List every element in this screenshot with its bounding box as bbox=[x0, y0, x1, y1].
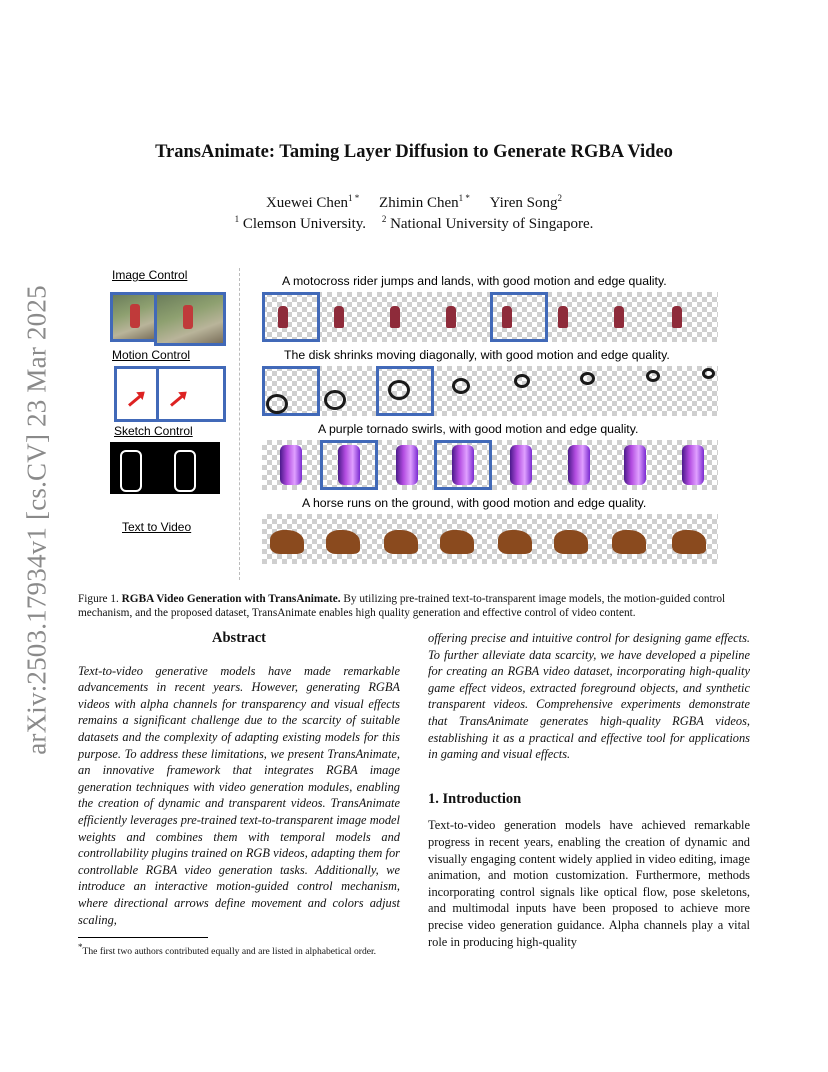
footnote-text: The first two authors contributed equally and are listed in alphabetical order. bbox=[82, 946, 377, 958]
horse-object bbox=[498, 530, 532, 554]
abstract-text-left: Text-to-video generative models have made remarkable advancements in recent years. However, generating RGBA videos with alpha channels for transparency and visual effects remains a significant challenge due to the scarcity of suitable datasets and the complexity of adapting existing models for this purpose. To address these limitations, we present TransAnimate, an innovative framework that integrates RGBA image generation techniques with video generation modules, enabling the creation of dynamic and transparent videos. TransAnimate efficiently leverages pre-trained text-to-transparent image model weights and combines them with temporal models and controllability plugins trained on RGB videos, adapting them for controllable RGBA video generation tasks. Additionally, we introduce an interactive motion-guided control mechanism, where directional arrows define movement and colors adjust scaling, bbox=[78, 663, 400, 927]
sketch-control-label: Sketch Control bbox=[114, 424, 193, 438]
disk-object bbox=[452, 378, 470, 394]
rider-object bbox=[334, 306, 344, 328]
tornado-object bbox=[338, 445, 360, 485]
rider-object bbox=[672, 306, 682, 328]
image-control-thumb bbox=[110, 292, 158, 342]
text-to-video-label: Text to Video bbox=[122, 520, 192, 534]
prompt-rider: A motocross rider jumps and lands, with good motion and edge quality. bbox=[282, 274, 667, 288]
disk-object bbox=[646, 370, 660, 382]
frame-strip-tornado bbox=[262, 440, 718, 490]
author: Yiren Song$^2$ bbox=[489, 193, 563, 211]
disk-object bbox=[388, 380, 410, 400]
image-control-label: Image Control bbox=[112, 268, 188, 282]
rider-object bbox=[390, 306, 400, 328]
figure-caption-text: By utilizing pre-trained text-to-transparent image models, the motion-guided control mechanism, and the proposed dataset, TransAnimate enables high quality generation and effective control of video content. bbox=[78, 593, 726, 619]
figure-caption bbox=[78, 592, 748, 620]
tornado-object bbox=[624, 445, 646, 485]
motion-arrow-thumb bbox=[114, 366, 160, 422]
horse-object bbox=[384, 530, 418, 554]
rider-figure bbox=[130, 304, 140, 328]
prompt-disk: The disk shrinks moving diagonally, with good motion and edge quality. bbox=[284, 348, 670, 362]
tornado-object bbox=[682, 445, 704, 485]
keyframe-box bbox=[262, 292, 320, 342]
tornado-object bbox=[396, 445, 418, 485]
sketch-outline bbox=[120, 450, 142, 492]
author: Xuewei Chen$^{1 *}$ bbox=[265, 193, 360, 211]
affiliation-list bbox=[0, 214, 828, 233]
abstract-heading: Abstract bbox=[212, 630, 266, 646]
rider-object bbox=[278, 306, 288, 328]
frame-strip-rider bbox=[262, 292, 718, 342]
disk-object bbox=[514, 374, 530, 388]
affiliation: $^2$ National University of Singapore. bbox=[381, 214, 594, 232]
sketch-thumb bbox=[158, 442, 220, 494]
prompt-tornado: A purple tornado swirls, with good motion and edge quality. bbox=[318, 422, 639, 436]
sketch-outline bbox=[174, 450, 196, 492]
footnote-mark: * bbox=[78, 942, 83, 952]
tornado-object bbox=[452, 445, 474, 485]
tornado-object bbox=[568, 445, 590, 485]
author-list bbox=[0, 193, 828, 212]
footnote-rule bbox=[78, 937, 208, 938]
figure-1 bbox=[100, 262, 728, 580]
rider-object bbox=[558, 306, 568, 328]
motion-control-label: Motion Control bbox=[112, 348, 191, 362]
horse-object bbox=[612, 530, 646, 554]
horse-object bbox=[554, 530, 588, 554]
author: Zhimin Chen$^{1 *}$ bbox=[379, 193, 470, 211]
arrow-icon bbox=[170, 393, 186, 407]
image-control-thumb bbox=[154, 292, 226, 346]
arxiv-stamp-text: arXiv:2503.17934v1 [cs.CV] 23 Mar 2025 bbox=[21, 285, 52, 755]
arxiv-stamp bbox=[14, 280, 60, 760]
figure-caption-label: Figure 1. bbox=[78, 593, 119, 605]
prompt-horse: A horse runs on the ground, with good motion and edge quality. bbox=[302, 496, 647, 510]
abstract-text-right: offering precise and intuitive control for designing game effects. To further alleviate data scarcity, we have developed a pipeline for creating an RGBA video dataset, incorporating high-quality game effect videos, extracted foreground objects, and synthetic transparent videos. Comprehensive experiments demonstrate that TransAnimate generates high-quality RGBA videos, establishing it as a practical and effective tool for applications in gaming and visual effects. bbox=[428, 631, 750, 762]
tornado-object bbox=[280, 445, 302, 485]
horse-object bbox=[326, 530, 360, 554]
rider-figure bbox=[183, 305, 193, 329]
right-column bbox=[428, 630, 750, 950]
frame-strip-disk bbox=[262, 366, 718, 416]
disk-object bbox=[324, 390, 346, 410]
paper-title: TransAnimate: Taming Layer Diffusion to Generate RGBA Video bbox=[155, 142, 673, 162]
horse-object bbox=[270, 530, 304, 554]
disk-object bbox=[266, 394, 288, 414]
disk-object bbox=[702, 368, 715, 379]
keyframe-box bbox=[490, 292, 548, 342]
arrow-icon bbox=[128, 393, 144, 407]
footnote bbox=[78, 941, 400, 958]
horse-object bbox=[672, 530, 706, 554]
tornado-object bbox=[510, 445, 532, 485]
frame-strip-horse bbox=[262, 514, 718, 564]
rider-object bbox=[502, 306, 512, 328]
affiliation: $^1$ Clemson University. bbox=[234, 214, 367, 232]
rider-object bbox=[446, 306, 456, 328]
sketch-thumb bbox=[110, 442, 158, 494]
left-column bbox=[78, 630, 400, 928]
figure-caption-bold: RGBA Video Generation with TransAnimate. bbox=[121, 593, 341, 605]
disk-object bbox=[580, 372, 595, 385]
figure-divider bbox=[239, 268, 240, 580]
rider-object bbox=[614, 306, 624, 328]
horse-object bbox=[440, 530, 474, 554]
introduction-heading: 1. Introduction bbox=[428, 790, 522, 807]
motion-arrow-thumb bbox=[156, 366, 226, 422]
introduction-text: Text-to-video generation models have achieved remarkable progress in recent years, enabling the creation of dynamic and visually engaging content widely applied in video editing, image animation, and motion customization. Furthermore, methods incorporating control signals like optical flow, pose skeletons, and multimodal inputs have been proposed to achieve more precise video generation guidance. Alpha channels play a vital role in producing high-quality bbox=[428, 818, 750, 949]
